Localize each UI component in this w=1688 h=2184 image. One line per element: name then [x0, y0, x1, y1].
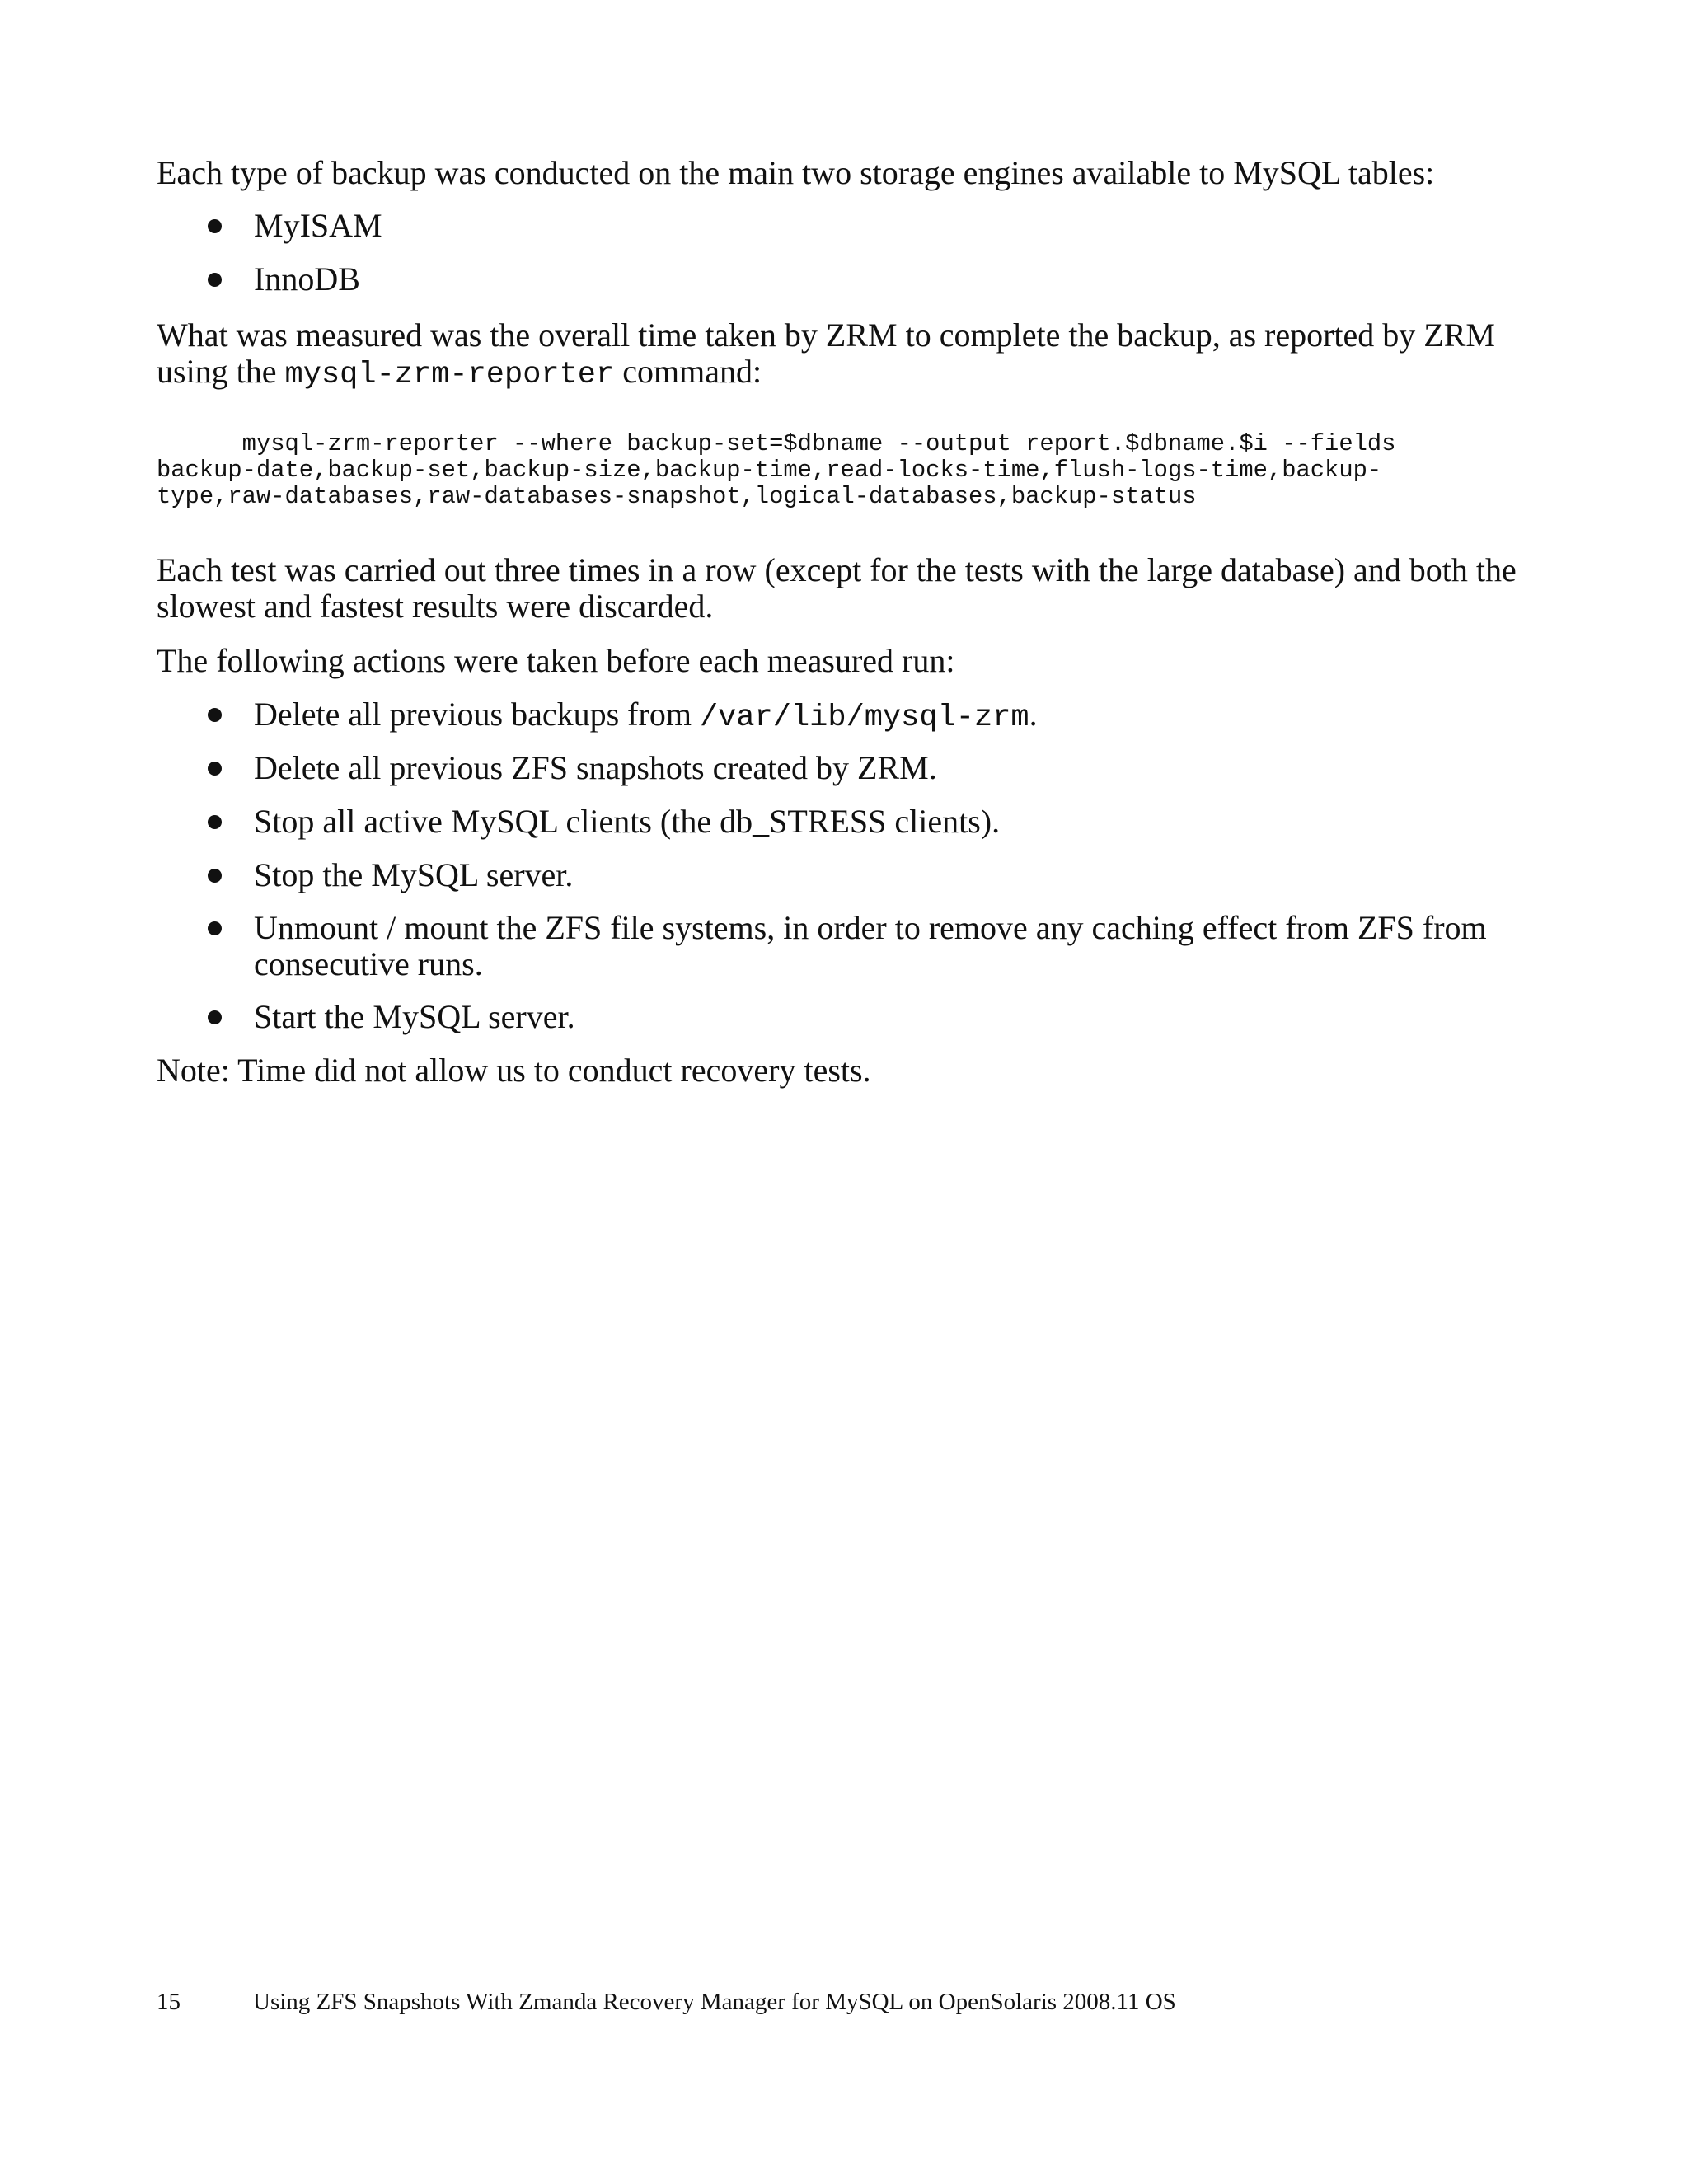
bullet-icon: [208, 921, 222, 935]
note-paragraph: Note: Time did not allow us to conduct recovery tests.: [157, 1052, 871, 1089]
bullet-icon: [208, 762, 222, 776]
measured-text: What was measured was the overall time taken by ZRM to complete the backup, as reported by ZRM using the: [157, 316, 1495, 390]
code-line: backup-date,backup-set,backup-size,backup-time,read-locks-time,flush-logs-time,backup-: [157, 457, 1382, 484]
list-item-text: Stop the MySQL server.: [254, 856, 574, 893]
code-line: mysql-zrm-reporter --where backup-set=$dbname --output report.$dbname.$i --fields: [157, 430, 1396, 457]
delete-backups-end: .: [1029, 696, 1038, 733]
bullet-icon: [208, 869, 222, 883]
bullet-icon: [208, 273, 222, 287]
code-block: [157, 431, 1558, 510]
list-item-text: Delete all previous ZFS snapshots created by ZRM.: [254, 749, 937, 786]
reporter-command-inline: mysql-zrm-reporter: [284, 358, 615, 392]
delete-backups-text: Delete all previous backups from: [254, 696, 700, 733]
list-item-text: InnoDB: [254, 260, 360, 298]
bullet-icon: [208, 1010, 222, 1024]
bullet-icon: [208, 219, 222, 233]
measured-paragraph: [157, 317, 1533, 393]
list-item-text: [254, 696, 1540, 736]
bullet-icon: [208, 815, 222, 829]
test-runs-paragraph: Each test was carried out three times in a row (except for the tests with the large database) and both the slowest and fastest results were discarded.: [157, 551, 1517, 625]
list-item-text: Unmount / mount the ZFS file systems, in order to remove any caching effect from ZFS from consecutive runs.: [254, 909, 1487, 982]
code-line: type,raw-databases,raw-databases-snapshot,logical-databases,backup-status: [157, 483, 1197, 510]
bullet-icon: [208, 708, 222, 722]
intro-paragraph: Each type of backup was conducted on the main two storage engines available to MySQL tables:: [157, 154, 1435, 191]
list-item-text: Start the MySQL server.: [254, 998, 575, 1035]
mysql-zrm-path: /var/lib/mysql-zrm: [699, 701, 1029, 735]
measured-text-end: command:: [614, 353, 762, 390]
footer-title: Using ZFS Snapshots With Zmanda Recovery Manager for MySQL on OpenSolaris 2008.11 OS: [253, 1989, 1176, 2015]
actions-intro-paragraph: The following actions were taken before each measured run:: [157, 642, 955, 679]
list-item-text: Stop all active MySQL clients (the db_STRESS clients).: [254, 803, 1001, 840]
list-item-text: MyISAM: [254, 207, 382, 244]
page-number: 15: [157, 1989, 181, 2015]
